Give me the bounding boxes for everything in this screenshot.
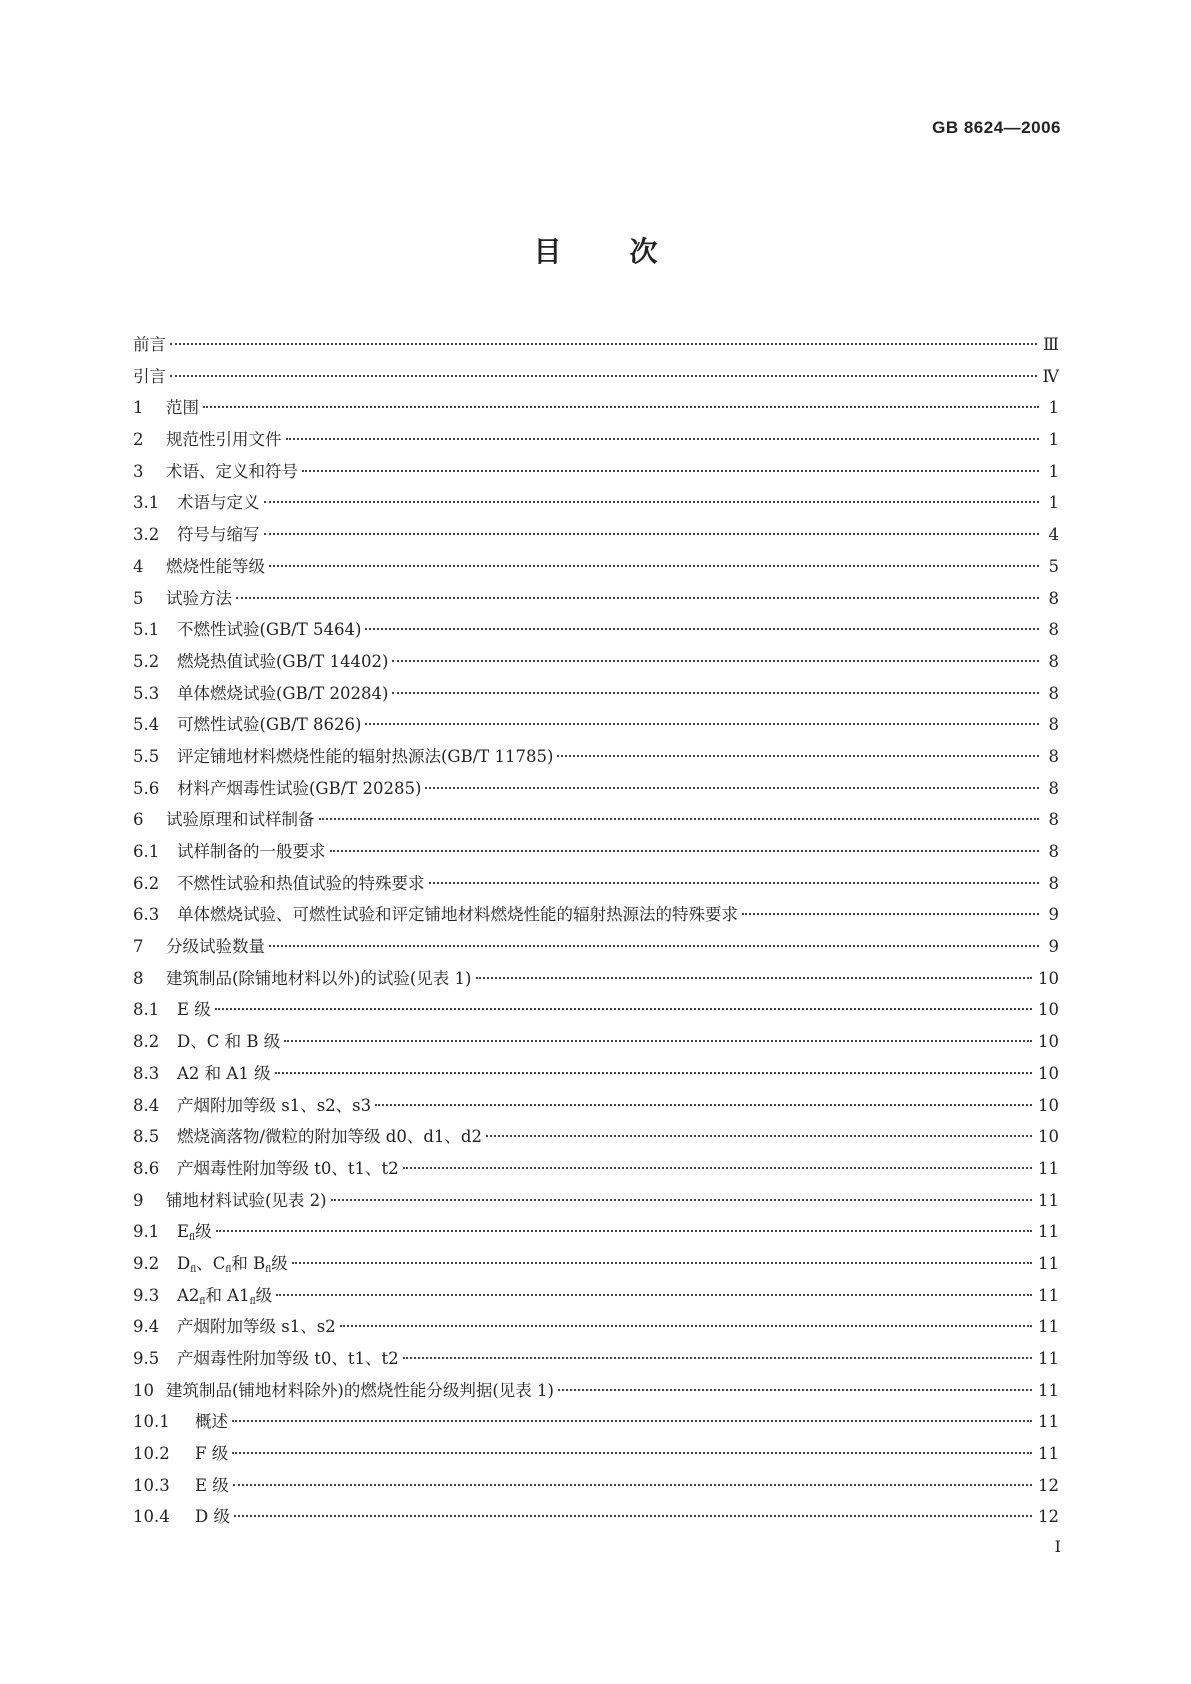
toc-entry[interactable] [133, 1158, 1059, 1190]
toc-leader-dots [203, 406, 1039, 408]
page-title: 目次 [533, 235, 726, 268]
toc-entry-label: 术语、定义和符号 [166, 461, 298, 481]
toc-entry-page: 8 [1048, 651, 1059, 671]
toc-entry-label: 试验方法 [166, 588, 232, 608]
toc-leader-dots [365, 723, 1039, 725]
toc-entry-page: Ⅳ [1042, 366, 1059, 386]
toc-leader-dots [236, 597, 1039, 599]
toc-entry[interactable] [133, 524, 1059, 556]
toc-leader-dots [558, 1389, 1032, 1391]
toc-entry[interactable] [133, 1190, 1059, 1222]
table-of-contents [133, 334, 1059, 1538]
toc-entry-page: 11 [1038, 1190, 1059, 1210]
toc-entry-page: 8 [1048, 873, 1059, 893]
toc-entry-label: 术语与定义 [177, 493, 260, 513]
toc-entry[interactable] [133, 1411, 1059, 1443]
toc-entry-label: 试样制备的一般要求 [177, 842, 326, 861]
toc-entry-page: 11 [1038, 1285, 1059, 1305]
toc-entry-number: 7 [133, 937, 144, 957]
toc-entry-page: 8 [1048, 715, 1059, 735]
toc-entry-number: 5.1 [133, 620, 160, 640]
toc-entry-page: 10 [1038, 1127, 1059, 1147]
toc-entry-page: 1 [1048, 430, 1059, 450]
toc-entry-number: 6.2 [133, 873, 160, 893]
toc-entry[interactable] [133, 1285, 1059, 1317]
toc-entry-page: 11 [1038, 1158, 1059, 1178]
toc-entry-label: F 级 [195, 1444, 229, 1464]
toc-entry-number: 8 [133, 968, 144, 988]
toc-entry-page: Ⅲ [1043, 335, 1059, 354]
toc-entry-number: 5.5 [133, 746, 160, 766]
toc-leader-dots [234, 1515, 1032, 1517]
toc-leader-dots [375, 1104, 1032, 1106]
toc-leader-dots [264, 501, 1040, 503]
toc-leader-dots [403, 1167, 1032, 1169]
toc-entry-label: 单体燃烧试验(GB/T 20284) [177, 683, 389, 703]
toc-entry[interactable] [133, 1095, 1059, 1127]
toc-entry[interactable] [133, 651, 1059, 683]
toc-entry-number: 3.2 [133, 525, 160, 545]
toc-entry-number: 4 [133, 556, 144, 576]
toc-leader-dots [216, 1230, 1032, 1232]
toc-entry-number: 8.5 [133, 1127, 160, 1147]
toc-entry-label: 材料产烟毒性试验(GB/T 20285) [177, 778, 422, 798]
toc-entry[interactable] [133, 746, 1059, 778]
toc-entry-number: 5.2 [133, 651, 160, 671]
toc-entry-number: 10.3 [133, 1475, 170, 1495]
toc-entry-page: 11 [1038, 1349, 1059, 1368]
toc-entry-page: 11 [1038, 1253, 1059, 1273]
toc-entry[interactable] [133, 1380, 1059, 1412]
toc-entry-number: 9.5 [133, 1349, 160, 1368]
toc-entry[interactable] [133, 619, 1059, 651]
toc-entry-page: 1 [1048, 398, 1059, 418]
toc-entry-number: 2 [133, 430, 144, 450]
toc-entry-label: 前言 [133, 335, 166, 354]
toc-leader-dots [284, 1040, 1032, 1042]
toc-leader-dots [331, 1199, 1032, 1201]
toc-entry[interactable] [133, 397, 1059, 429]
toc-entry[interactable] [133, 1221, 1059, 1253]
toc-entry-page: 10 [1038, 1032, 1059, 1052]
toc-entry[interactable] [133, 778, 1059, 810]
toc-entry-number: 5 [133, 588, 144, 608]
toc-entry-label: 可燃性试验(GB/T 8626) [177, 715, 362, 735]
toc-entry-number: 6.3 [133, 905, 160, 925]
toc-entry[interactable] [133, 588, 1059, 620]
toc-entry-page: 8 [1048, 746, 1059, 766]
toc-entry-label: 不燃性试验(GB/T 5464) [177, 620, 362, 640]
toc-entry-number: 9 [133, 1190, 144, 1210]
toc-entry-label: 引言 [133, 366, 166, 386]
toc-entry-number: 9.2 [133, 1253, 160, 1273]
toc-leader-dots [170, 375, 1037, 377]
toc-entry-page: 12 [1038, 1507, 1059, 1527]
toc-entry-page: 12 [1038, 1475, 1059, 1495]
toc-leader-dots [302, 470, 1039, 472]
toc-entry[interactable] [133, 1126, 1059, 1158]
toc-entry-number: 8.2 [133, 1032, 160, 1052]
toc-entry-label: D、C 和 B 级 [177, 1032, 281, 1052]
toc-leader-dots [292, 1262, 1032, 1264]
toc-leader-dots [269, 565, 1039, 567]
toc-entry[interactable] [133, 936, 1059, 968]
toc-entry-number: 5.3 [133, 683, 160, 703]
toc-entry-number: 10.1 [133, 1412, 170, 1432]
toc-entry-label: E 级 [177, 1000, 211, 1020]
toc-entry-number: 9.4 [133, 1317, 160, 1337]
toc-entry[interactable] [133, 461, 1059, 493]
toc-entry[interactable] [133, 366, 1059, 398]
toc-entry-page: 10 [1038, 968, 1059, 988]
toc-entry-page: 8 [1048, 620, 1059, 640]
toc-leader-dots [215, 1008, 1032, 1010]
toc-entry-label: D 级 [195, 1507, 230, 1527]
toc-entry-page: 8 [1048, 683, 1059, 703]
toc-leader-dots [392, 660, 1039, 662]
toc-entry[interactable] [133, 873, 1059, 905]
toc-entry[interactable] [133, 809, 1059, 841]
toc-leader-dots [232, 1452, 1032, 1454]
toc-leader-dots [170, 343, 1037, 345]
toc-entry-label: 产烟毒性附加等级 t0、t1、t2 [177, 1158, 399, 1178]
toc-entry-number: 9.3 [133, 1285, 160, 1305]
toc-leader-dots [276, 1294, 1032, 1296]
toc-entry-page: 9 [1048, 905, 1059, 925]
toc-entry[interactable] [133, 1253, 1059, 1285]
toc-entry-page: 4 [1048, 525, 1059, 545]
toc-leader-dots [425, 787, 1039, 789]
toc-entry[interactable] [133, 1475, 1059, 1507]
toc-leader-dots [264, 533, 1040, 535]
toc-entry-number: 10.2 [133, 1444, 170, 1464]
toc-entry-label: 产烟毒性附加等级 t0、t1、t2 [177, 1349, 399, 1368]
toc-entry[interactable] [133, 1031, 1059, 1063]
toc-entry-label: 燃烧滴落物/微粒的附加等级 d0、d1、d2 [177, 1127, 482, 1147]
toc-entry[interactable] [133, 492, 1059, 524]
toc-leader-dots [392, 692, 1039, 694]
toc-entry-label: 产烟附加等级 s1、s2、s3 [177, 1095, 372, 1115]
toc-entry-number: 5.4 [133, 715, 160, 735]
toc-entry-page: 8 [1048, 810, 1059, 830]
toc-leader-dots [319, 818, 1040, 820]
toc-entry[interactable] [133, 1316, 1059, 1348]
toc-entry-label: $D_{fl}$、$C_{fl}$和 $B_{fl}$级 [177, 1253, 288, 1275]
toc-entry-label: 铺地材料试验(见表 2) [166, 1190, 327, 1210]
toc-entry-label: 单体燃烧试验、可燃性试验和评定铺地材料燃烧性能的辐射热源法的特殊要求 [177, 905, 738, 925]
toc-leader-dots [340, 1325, 1032, 1327]
toc-entry-number: 3.1 [133, 493, 160, 513]
toc-entry-number: 10 [133, 1380, 154, 1400]
toc-entry[interactable] [133, 1506, 1059, 1538]
page-number: I [1054, 1537, 1061, 1556]
toc-entry-page: 10 [1038, 1095, 1059, 1115]
toc-leader-dots [233, 1484, 1032, 1486]
toc-entry-page: 11 [1038, 1380, 1059, 1400]
toc-entry-number: 9.1 [133, 1222, 160, 1242]
toc-entry-label: 规范性引用文件 [166, 430, 282, 450]
toc-leader-dots [286, 438, 1040, 440]
toc-entry-label: 不燃性试验和热值试验的特殊要求 [177, 873, 425, 893]
toc-entry[interactable] [133, 714, 1059, 746]
toc-entry-number: 6.1 [133, 842, 160, 861]
toc-entry-page: 5 [1048, 556, 1059, 576]
toc-entry-page: 10 [1038, 1063, 1059, 1083]
toc-leader-dots [486, 1135, 1032, 1137]
toc-entry-page: 11 [1038, 1317, 1059, 1337]
toc-entry-label: 概述 [195, 1412, 228, 1432]
toc-leader-dots [557, 755, 1039, 757]
toc-entry-number: 8.6 [133, 1158, 160, 1178]
toc-entry[interactable] [133, 556, 1059, 588]
toc-entry-number: 8.4 [133, 1095, 160, 1115]
toc-entry-page: 8 [1048, 842, 1059, 861]
toc-entry-label: $A2_{fl}$和 $A1_{fl}$级 [177, 1285, 273, 1307]
toc-entry[interactable] [133, 999, 1059, 1031]
toc-entry-label: 产烟附加等级 s1、s2 [177, 1317, 336, 1337]
toc-entry-page: 8 [1048, 778, 1059, 798]
toc-entry-number: 8.1 [133, 1000, 160, 1020]
toc-entry-label: A2 和 A1 级 [177, 1063, 271, 1083]
toc-entry[interactable] [133, 683, 1059, 715]
toc-leader-dots [403, 1357, 1032, 1359]
toc-entry[interactable] [133, 334, 1059, 366]
toc-entry-label: 评定铺地材料燃烧性能的辐射热源法(GB/T 11785) [177, 746, 554, 766]
toc-entry[interactable] [133, 1348, 1059, 1380]
toc-entry-label: 燃烧热值试验(GB/T 14402) [177, 651, 389, 671]
toc-leader-dots [742, 913, 1039, 915]
toc-entry-label: 建筑制品(除铺地材料以外)的试验(见表 1) [166, 968, 472, 988]
toc-entry[interactable] [133, 1443, 1059, 1475]
toc-entry-page: 10 [1038, 1000, 1059, 1020]
toc-entry-label: 分级试验数量 [166, 937, 265, 957]
toc-entry-number: 1 [133, 398, 144, 418]
toc-entry-label: 符号与缩写 [177, 525, 260, 545]
toc-entry-number: 6 [133, 810, 144, 830]
toc-entry-number: 10.4 [133, 1507, 170, 1527]
toc-entry-page: 11 [1038, 1222, 1059, 1242]
toc-entry-label: 燃烧性能等级 [166, 556, 265, 576]
toc-leader-dots [476, 977, 1033, 979]
toc-entry-page: 1 [1048, 493, 1059, 513]
toc-entry-label: $E_{fl}$级 [177, 1222, 212, 1244]
toc-entry-page: 9 [1048, 937, 1059, 957]
toc-leader-dots [429, 882, 1040, 884]
toc-leader-dots [269, 945, 1039, 947]
toc-entry-label: 范围 [166, 398, 199, 418]
toc-entry[interactable] [133, 429, 1059, 461]
toc-entry[interactable] [133, 841, 1059, 873]
toc-leader-dots [365, 628, 1039, 630]
toc-entry[interactable] [133, 968, 1059, 1000]
toc-entry-page: 8 [1048, 588, 1059, 608]
toc-entry-label: 试验原理和试样制备 [166, 810, 315, 830]
toc-entry-page: 11 [1038, 1412, 1059, 1432]
toc-entry-label: 建筑制品(铺地材料除外)的燃烧性能分级判据(见表 1) [166, 1380, 554, 1400]
toc-entry-number: 8.3 [133, 1063, 160, 1083]
toc-entry-number: 5.6 [133, 778, 160, 798]
toc-entry-page: 11 [1038, 1444, 1059, 1464]
toc-entry[interactable] [133, 904, 1059, 936]
toc-entry-label: E 级 [195, 1475, 229, 1495]
toc-entry-page: 1 [1048, 461, 1059, 481]
toc-entry[interactable] [133, 1063, 1059, 1095]
toc-entry-number: 3 [133, 461, 144, 481]
toc-leader-dots [275, 1072, 1032, 1074]
toc-leader-dots [330, 850, 1040, 852]
standard-code: GB 8624—2006 [932, 118, 1061, 137]
toc-leader-dots [232, 1420, 1032, 1422]
